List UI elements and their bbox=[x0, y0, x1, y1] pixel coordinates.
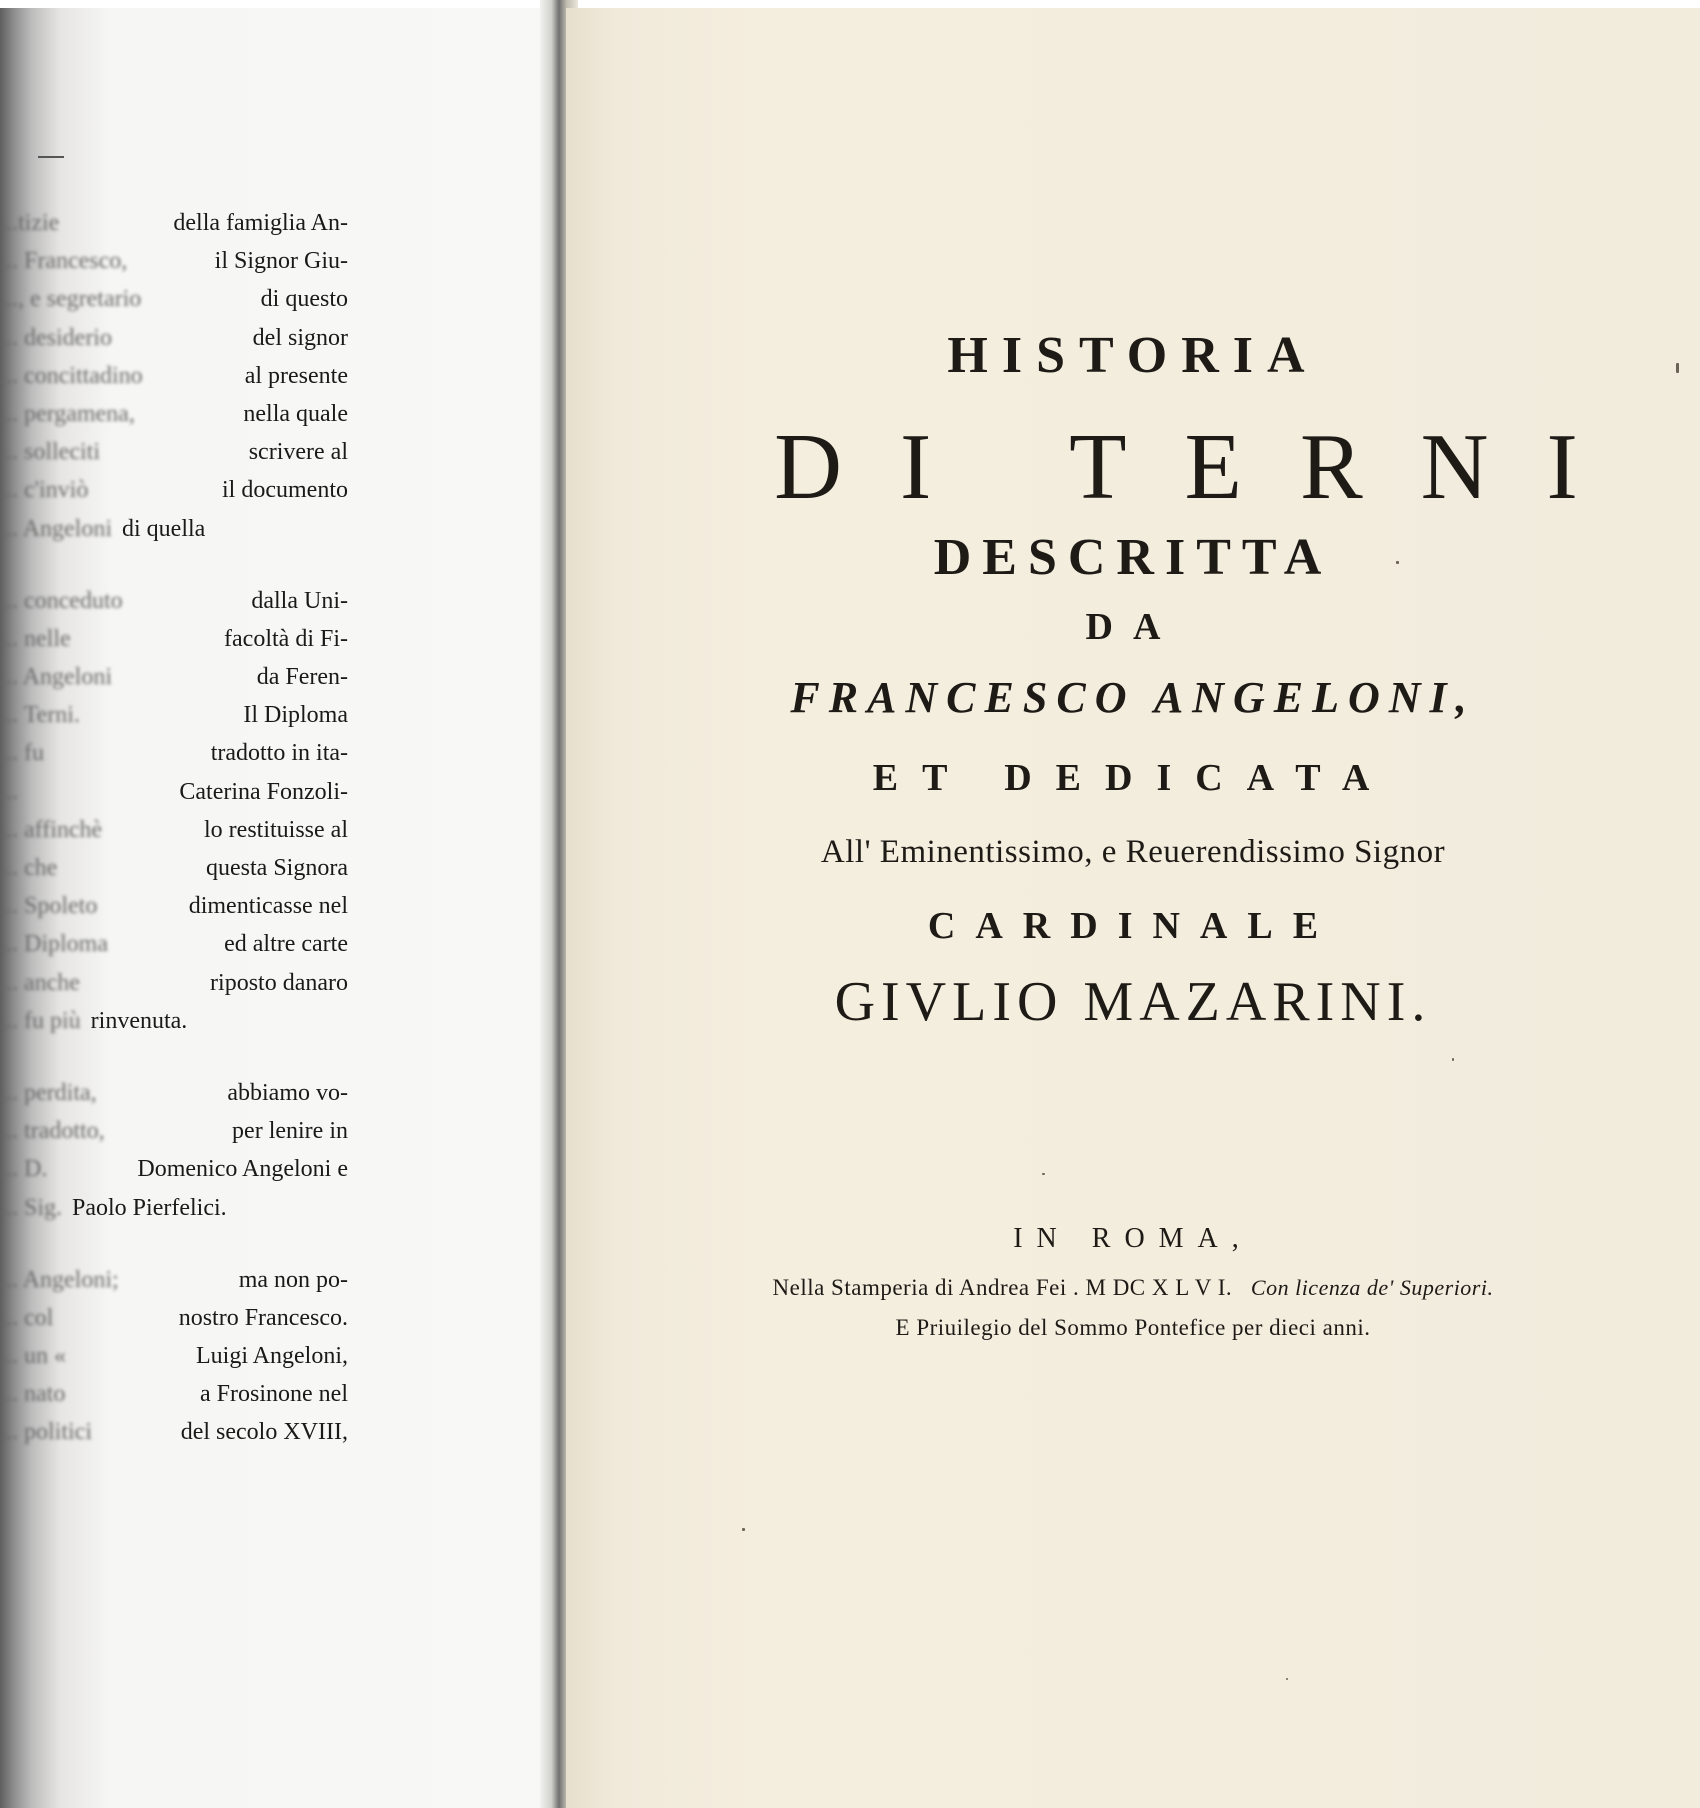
title-cardinale: CARDINALE bbox=[927, 905, 1339, 947]
faded-text-fragment: ... concittadino bbox=[0, 362, 143, 389]
left-page-line-text: nostro Francesco. bbox=[178, 1304, 348, 1331]
left-page-line-text: a Frosinone nel bbox=[200, 1381, 348, 1408]
faded-text-fragment: ... Angeloni bbox=[0, 664, 112, 691]
faded-text-fragment: ... tradotto, bbox=[0, 1118, 105, 1145]
faded-text-fragment: ... Sig. bbox=[0, 1194, 63, 1221]
page-rule-mark bbox=[38, 156, 64, 158]
left-page-line bbox=[0, 1337, 348, 1375]
left-page-line-text: questa Signora bbox=[206, 855, 348, 881]
left-page-line-text: Luigi Angeloni, bbox=[196, 1343, 348, 1370]
left-page-line-text: di questo bbox=[260, 286, 348, 313]
faded-text-fragment: ... Francesco, bbox=[0, 248, 128, 275]
left-page-line-text: al presente bbox=[244, 362, 348, 389]
title-di-terni: DI TERNI bbox=[774, 415, 1636, 519]
faded-text-fragment: ... D. bbox=[0, 1156, 48, 1183]
paper-speck bbox=[742, 1528, 745, 1531]
left-page-line-text: Caterina Fonzoli- bbox=[179, 778, 348, 805]
left-page-line bbox=[0, 811, 348, 849]
left-page-line-text: della famiglia An- bbox=[173, 210, 348, 236]
faded-text-fragment: ... fu bbox=[0, 740, 44, 767]
left-page-line-text: dimenticasse nel bbox=[188, 893, 348, 920]
faded-text-fragment: ... che bbox=[0, 855, 58, 881]
faded-text-fragment: ... fu più bbox=[0, 1007, 81, 1034]
left-page bbox=[0, 8, 560, 1808]
paper-speck bbox=[1452, 1058, 1454, 1061]
left-page-line-text: del secolo XVIII, bbox=[180, 1419, 348, 1446]
left-page-line-text: Paolo Pierfelici. bbox=[72, 1194, 227, 1221]
faded-text-fragment: ... desiderio bbox=[0, 324, 112, 351]
left-page-line-text: nella quale bbox=[243, 400, 348, 427]
left-page-line-text: dalla Uni- bbox=[251, 587, 348, 614]
paper-speck bbox=[1042, 1173, 1045, 1175]
left-page-line-text: per lenire in bbox=[232, 1118, 348, 1145]
left-page-line bbox=[0, 1413, 348, 1451]
faded-text-fragment: ... perdita, bbox=[0, 1079, 97, 1106]
faded-text-fragment: ... nato bbox=[0, 1381, 66, 1408]
left-page-line bbox=[0, 242, 348, 280]
faded-text-fragment: ... Spoleto bbox=[0, 893, 98, 920]
faded-text-fragment: ... Diploma bbox=[0, 931, 108, 958]
left-page-line bbox=[0, 925, 348, 963]
left-page-line bbox=[0, 1261, 348, 1299]
left-page-line bbox=[0, 1002, 348, 1040]
faded-text-fragment: ... politici bbox=[0, 1419, 92, 1446]
paper-speck bbox=[1676, 363, 1679, 373]
left-page-line bbox=[0, 658, 348, 696]
imprint-printer: Nella Stamperia di Andrea Fei . M DC X L V I. bbox=[772, 1275, 1233, 1300]
imprint-privilege: E Priuilegio del Sommo Pontefice per dieci anni. bbox=[895, 1315, 1371, 1340]
left-page-text bbox=[0, 204, 348, 1452]
faded-text-fragment: ... c'inviò bbox=[0, 477, 89, 504]
cardinal-name: GIVLIO MAZARINI. bbox=[834, 971, 1432, 1033]
imprint-license: Con licenza de' Superiori. bbox=[1250, 1275, 1494, 1300]
left-page-line bbox=[0, 887, 348, 925]
left-page-line bbox=[0, 734, 348, 772]
faded-text-fragment: ... solleciti bbox=[0, 439, 100, 466]
faded-text-fragment: ... col bbox=[0, 1304, 54, 1331]
left-page-line bbox=[0, 433, 348, 471]
left-page-line-text: lo restituisse al bbox=[204, 816, 348, 843]
faded-text-fragment: ... affinchè bbox=[0, 816, 103, 843]
left-page-line bbox=[0, 510, 348, 548]
left-page-line-text: Il Diploma bbox=[243, 702, 348, 729]
left-page-line-text: ma non po- bbox=[238, 1266, 348, 1293]
dedication-line: All' Eminentissimo, e Reuerendissimo Signor bbox=[820, 834, 1446, 870]
title-historia: HISTORIA bbox=[947, 327, 1319, 384]
left-page-line-text: facoltà di Fi- bbox=[224, 625, 348, 652]
left-page-line bbox=[0, 357, 348, 395]
left-page-line-text: scrivere al bbox=[248, 439, 348, 466]
left-page-line-text: riposto danaro bbox=[210, 969, 348, 996]
left-page-line bbox=[0, 471, 348, 509]
left-page-line bbox=[0, 1074, 348, 1112]
paper-speck bbox=[1396, 561, 1399, 564]
left-page-line bbox=[0, 620, 348, 658]
faded-text-fragment: ...tizie bbox=[0, 210, 60, 236]
imprint-place: IN ROMA, bbox=[1013, 1223, 1253, 1254]
title-descritta: DESCRITTA bbox=[933, 529, 1333, 586]
faded-text-fragment: ... Terni. bbox=[0, 702, 80, 729]
faded-text-fragment: ... bbox=[0, 778, 18, 805]
left-page-line-text: il documento bbox=[222, 477, 348, 504]
left-page-line bbox=[0, 280, 348, 318]
left-page-line-text: rinvenuta. bbox=[90, 1007, 188, 1034]
left-page-line bbox=[0, 395, 348, 433]
title-page-block bbox=[566, 8, 1700, 1408]
faded-text-fragment: ... conceduto bbox=[0, 587, 123, 614]
paper-speck bbox=[1286, 1678, 1288, 1680]
left-page-line bbox=[0, 204, 348, 242]
author-name: FRANCESCO ANGELONI, bbox=[790, 673, 1476, 722]
left-page-line-text: il Signor Giu- bbox=[214, 248, 348, 275]
left-page-line bbox=[0, 696, 348, 734]
faded-text-fragment: ... Angeloni bbox=[0, 515, 112, 542]
title-da: DA bbox=[1085, 606, 1181, 648]
title-et-dedicata: ET DEDICATA bbox=[872, 757, 1394, 799]
left-page-line bbox=[0, 319, 348, 357]
left-page-line-text: Domenico Angeloni e bbox=[137, 1156, 348, 1183]
left-page-line-text: del signor bbox=[252, 324, 348, 351]
left-page-line bbox=[0, 964, 348, 1002]
left-page-line bbox=[0, 1375, 348, 1413]
left-page-line bbox=[0, 773, 348, 811]
left-page-line bbox=[0, 1189, 348, 1227]
faded-text-fragment: ..., e segretario bbox=[0, 286, 142, 313]
left-page-line bbox=[0, 1112, 348, 1150]
faded-text-fragment: ... nelle bbox=[0, 625, 71, 652]
left-page-line bbox=[0, 1150, 348, 1188]
right-page bbox=[566, 8, 1700, 1808]
faded-text-fragment: ... anche bbox=[0, 969, 80, 996]
faded-text-fragment: ... Angeloni; bbox=[0, 1266, 119, 1293]
left-page-line-text: da Feren- bbox=[256, 664, 348, 691]
left-page-line bbox=[0, 849, 348, 887]
left-page-line-text: tradotto in ita- bbox=[210, 740, 348, 767]
left-page-line bbox=[0, 1299, 348, 1337]
left-page-line-text: di quella bbox=[122, 515, 206, 542]
faded-text-fragment: ... pergamena, bbox=[0, 400, 135, 427]
imprint-printer-line bbox=[566, 1275, 1700, 1301]
faded-text-fragment: ... un « bbox=[0, 1343, 66, 1370]
left-page-line-text: ed altre carte bbox=[224, 931, 348, 958]
left-page-line-text: abbiamo vo- bbox=[227, 1079, 348, 1106]
left-page-line bbox=[0, 582, 348, 620]
